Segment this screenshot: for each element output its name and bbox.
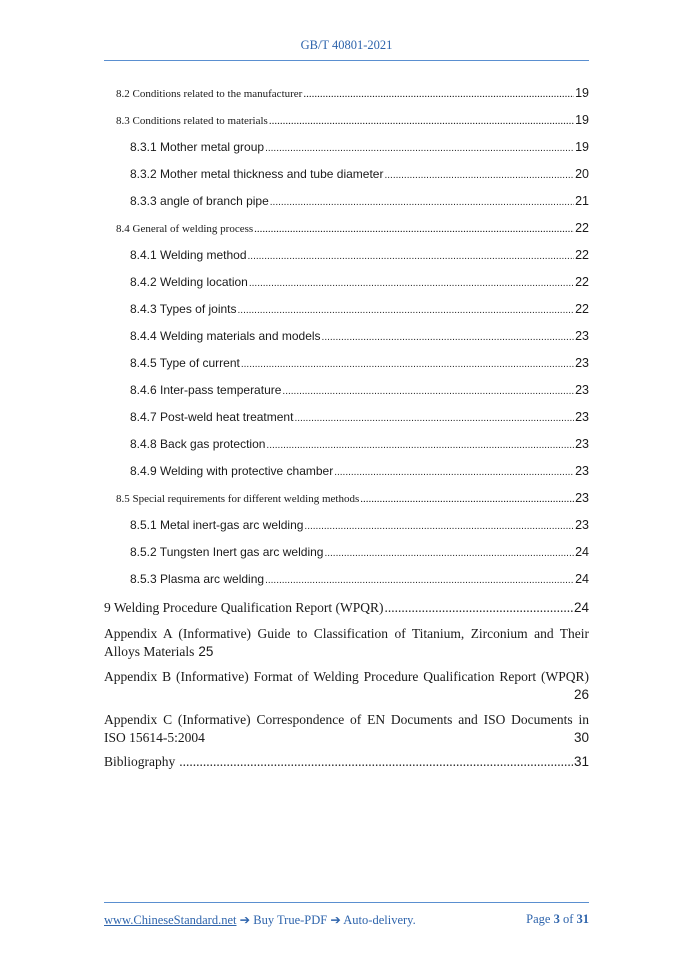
page-number: 30: [573, 730, 589, 745]
leader-dots: [294, 413, 574, 424]
toc-entry-8-4[interactable]: 8.4 General of welding process ..... 22: [104, 221, 589, 248]
toc-entry-appendix-a[interactable]: Appendix A (Informative) Guide to Classification of Titanium, Zirconium and Their Alloys Materials 25: [104, 626, 589, 659]
leader-dots: [384, 600, 572, 616]
toc-entry-appendix-b[interactable]: Appendix B (Informative) Format of Welding Procedure Qualification Report (WPQR) 26: [104, 669, 589, 702]
page-number: 23: [575, 464, 589, 478]
toc-entry-8-3-2[interactable]: 8.3.2 Mother metal thickness and tube diameter ..... 20: [104, 167, 589, 194]
page-number: 19: [575, 113, 589, 127]
toc-entry-8-4-3[interactable]: 8.4.3 Types of joints ..... 22: [104, 302, 589, 329]
toc-entry-8-4-9[interactable]: 8.4.9 Welding with protective chamber ..... 23: [104, 464, 589, 491]
page-number: 23: [575, 437, 589, 451]
site-link[interactable]: www.ChineseStandard.net: [104, 913, 237, 927]
page-number: 22: [575, 302, 589, 316]
toc-entry-8-4-6[interactable]: 8.4.6 Inter-pass temperature ..... 23: [104, 383, 589, 410]
page-number: 22: [575, 248, 589, 262]
toc-entry-8-4-2[interactable]: 8.4.2 Welding location ..... 22: [104, 275, 589, 302]
page-number: 23: [575, 491, 589, 505]
toc-entry-8-4-4[interactable]: 8.4.4 Welding materials and models ..... 23: [104, 329, 589, 356]
leader-dots: [360, 493, 574, 505]
leader-dots: [270, 197, 574, 208]
leader-dots: [179, 754, 573, 770]
arrow-right-icon: ➔: [330, 913, 341, 927]
toc-entry-8-4-1[interactable]: 8.4.1 Welding method ..... 22: [104, 248, 589, 275]
toc-entry-8-3[interactable]: 8.3 Conditions related to materials ..... 19: [104, 113, 589, 140]
footer-rule: [104, 902, 589, 903]
leader-dots: [282, 386, 574, 397]
running-header: [0, 38, 693, 53]
toc-entry-appendix-c[interactable]: Appendix C (Informative) Correspondence of EN Documents and ISO Documents in ISO 15614-5:2004 30: [104, 712, 589, 745]
leader-dots: [304, 521, 574, 532]
page-indicator: Page 3 of 31: [526, 912, 589, 926]
page-number: 21: [575, 194, 589, 208]
page-number: 31: [573, 754, 589, 769]
auto-delivery-text: Auto-delivery.: [343, 913, 416, 927]
page-number: 24: [573, 600, 589, 615]
leader-dots: [303, 88, 574, 100]
toc-entry-8-5-1[interactable]: 8.5.1 Metal inert-gas arc welding ..... 23: [104, 518, 589, 545]
toc-entry-8-5[interactable]: 8.5 Special requirements for different welding methods ..... 23: [104, 491, 589, 518]
leader-dots: [384, 170, 574, 181]
buy-pdf-text: Buy True-PDF: [253, 913, 328, 927]
page-number: 22: [575, 275, 589, 289]
toc-entry-8-4-7[interactable]: 8.4.7 Post-weld heat treatment ..... 23: [104, 410, 589, 437]
leader-dots: [254, 223, 574, 235]
leader-dots: [265, 143, 574, 154]
leader-dots: [269, 115, 574, 127]
leader-dots: [241, 359, 574, 370]
footer-promo: [104, 912, 416, 928]
page-number: 24: [575, 572, 589, 586]
leader-dots: [334, 467, 574, 478]
arrow-right-icon: ➔: [239, 913, 251, 927]
toc-entry-8-2[interactable]: 8.2 Conditions related to the manufacturer ..... 19: [104, 86, 589, 113]
page-number: 23: [575, 329, 589, 343]
page-number: 23: [575, 518, 589, 532]
toc-entry-8-4-5[interactable]: 8.4.5 Type of current ..... 23: [104, 356, 589, 383]
page-number: 22: [575, 221, 589, 235]
leader-dots: [322, 332, 575, 343]
page-number: 25: [198, 644, 214, 659]
page-number: 24: [575, 545, 589, 559]
leader-dots: [324, 548, 574, 559]
leader-dots: [265, 575, 574, 586]
leader-dots: [249, 278, 574, 289]
toc-entry-bibliography[interactable]: Bibliography ..... 31: [104, 754, 589, 779]
leader-dots: [266, 440, 574, 451]
toc-entry-8-5-2[interactable]: 8.5.2 Tungsten Inert gas arc welding ..... 24: [104, 545, 589, 572]
toc-entry-8-3-1[interactable]: 8.3.1 Mother metal group ..... 19: [104, 140, 589, 167]
page-number: 19: [575, 140, 589, 154]
current-page: 3: [553, 912, 560, 926]
page-number: 23: [575, 356, 589, 370]
toc-entry-9[interactable]: 9 Welding Procedure Qualification Report (WPQR) ..... 24: [104, 600, 589, 625]
page-number: 23: [575, 410, 589, 424]
total-pages: 31: [576, 912, 589, 926]
leader-dots: [248, 251, 575, 262]
document-id: GB/T 40801-2021: [300, 38, 393, 52]
page-number: 23: [575, 383, 589, 397]
page-number: 26: [573, 687, 589, 702]
header-rule: [104, 60, 589, 61]
page-number: 19: [575, 86, 589, 100]
page-footer: [104, 912, 589, 928]
page-number: 20: [575, 167, 589, 181]
toc-entry-8-4-8[interactable]: 8.4.8 Back gas protection ..... 23: [104, 437, 589, 464]
toc-entry-8-5-3[interactable]: 8.5.3 Plasma arc welding ..... 24: [104, 572, 589, 599]
table-of-contents: [104, 86, 589, 779]
leader-dots: [238, 305, 575, 316]
toc-entry-8-3-3[interactable]: 8.3.3 angle of branch pipe ..... 21: [104, 194, 589, 221]
